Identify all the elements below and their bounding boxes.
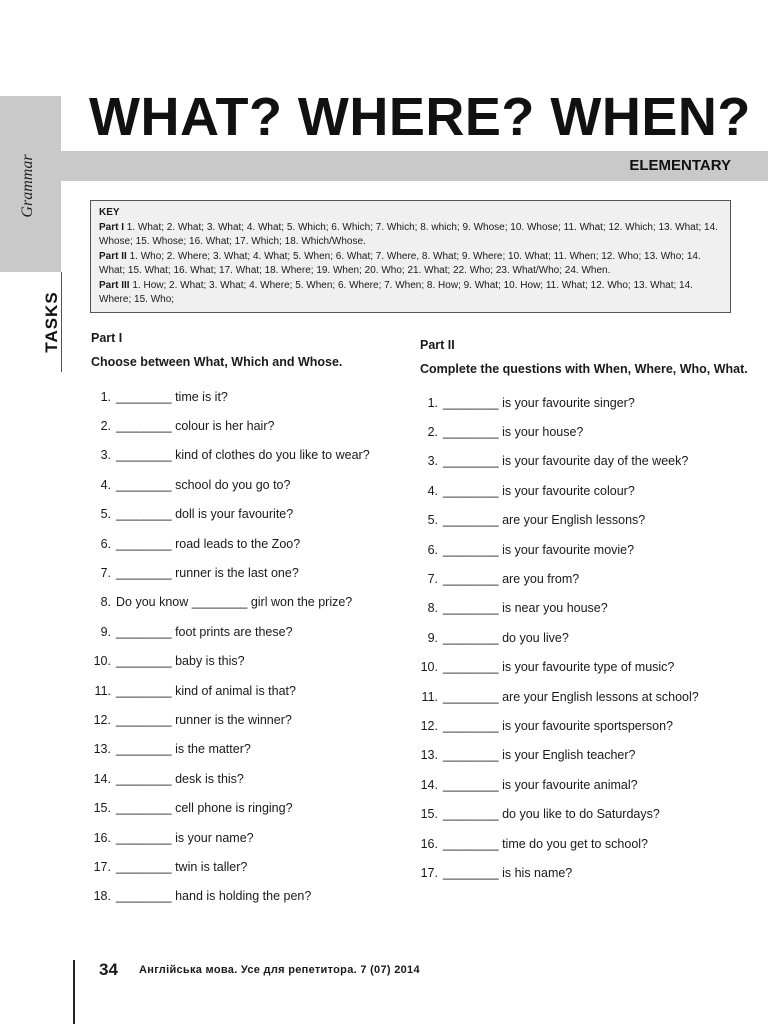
question-text: ________ is your favourite type of music? (443, 660, 675, 675)
page-title: WHAT? WHERE? WHEN? (89, 87, 751, 147)
question-text: ________ kind of animal is that? (116, 683, 296, 698)
question-number: 13. (420, 748, 438, 763)
question-number: 16. (93, 830, 111, 845)
key-part3-text: 1. How; 2. What; 3. What; 4. Where; 5. When; 6. Where; 7. When; 8. How; 9. What; 10. How; 11. What; 12. Who; 13. What; 14. Where; 15. Who; (99, 279, 693, 305)
sidebar-tasks-label: TASKS (42, 291, 61, 353)
question-text: ________ is your favourite sportsperson? (443, 718, 674, 733)
question-number: 10. (420, 660, 438, 675)
key-part2 (99, 250, 722, 279)
question-number: 8. (427, 601, 438, 616)
question-number: 17. (420, 865, 438, 880)
question-item (420, 711, 750, 740)
question-text: ________ time is it? (116, 389, 228, 404)
question-text: ________ road leads to the Zoo? (116, 536, 301, 551)
question-item (91, 588, 406, 617)
key-part1 (99, 221, 722, 250)
question-text: ________ doll is your favourite? (116, 507, 294, 522)
footer-rule (73, 960, 75, 1024)
key-part2-label: Part II (99, 250, 127, 262)
question-number: 6. (427, 542, 438, 557)
question-number: 1. (100, 389, 111, 404)
question-item (420, 829, 750, 858)
question-text: ________ hand is holding the pen? (116, 889, 312, 904)
question-number: 15. (420, 807, 438, 822)
question-text: ________ is your favourite singer? (443, 395, 635, 410)
question-number: 10. (93, 654, 111, 669)
question-text: ________ is your house? (443, 425, 584, 440)
question-item (91, 500, 406, 529)
question-text: ________ are your English lessons? (443, 513, 646, 528)
question-item (420, 770, 750, 799)
key-heading: KEY (99, 207, 120, 218)
question-number: 12. (420, 718, 438, 733)
question-number: 3. (427, 454, 438, 469)
question-text: ________ colour is her hair? (116, 419, 275, 434)
question-item (91, 647, 406, 676)
question-text: ________ is your favourite animal? (443, 777, 638, 792)
question-item (420, 388, 750, 417)
question-number: 14. (93, 771, 111, 786)
question-number: 8. (100, 595, 111, 610)
question-item (91, 882, 406, 911)
question-text: ________ baby is this? (116, 654, 245, 669)
part2-instruction: Complete the questions with When, Where, Who, What. (420, 362, 748, 376)
publication-info: Англійська мова. Усе для репетитора. 7 (07) 2014 (139, 964, 420, 976)
question-text: ________ is your favourite colour? (443, 483, 635, 498)
part2-question-list (420, 388, 750, 888)
question-number: 9. (427, 630, 438, 645)
question-item (91, 411, 406, 440)
question-number: 2. (100, 419, 111, 434)
question-number: 17. (93, 859, 111, 874)
question-item (91, 558, 406, 587)
question-item (420, 799, 750, 828)
question-text: ________ runner is the winner? (116, 712, 292, 727)
question-item (91, 705, 406, 734)
question-item (420, 564, 750, 593)
question-number: 14. (420, 777, 438, 792)
key-part1-text: 1. What; 2. What; 3. What; 4. What; 5. Which; 6. Which; 7. Which; 8. which; 9. Whose; 10. Whose; 11. What; 12. Which; 13. What; 14. Whose; 15. Whose; 16. What; 17. Which; 18. Which/Whose. (99, 221, 718, 247)
question-item (91, 529, 406, 558)
question-number: 2. (427, 425, 438, 440)
question-text: ________ do you like to do Saturdays? (443, 807, 660, 822)
question-item (91, 617, 406, 646)
question-text: ________ is your English teacher? (443, 748, 636, 763)
question-number: 11. (421, 689, 438, 704)
question-text: ________ are you from? (443, 572, 580, 587)
part1-section (91, 330, 406, 911)
question-item (420, 447, 750, 476)
question-item (91, 823, 406, 852)
question-number: 7. (427, 572, 438, 587)
question-number: 15. (93, 801, 111, 816)
question-item (91, 470, 406, 499)
question-text: ________ foot prints are these? (116, 624, 293, 639)
question-item (420, 506, 750, 535)
question-item (420, 682, 750, 711)
question-text: ________ is the matter? (116, 742, 251, 757)
question-text: ________ runner is the last one? (116, 566, 299, 581)
question-number: 5. (100, 507, 111, 522)
key-part1-label: Part I (99, 221, 125, 233)
question-text: Do you know ________ girl won the prize? (116, 595, 353, 610)
question-text: ________ cell phone is ringing? (116, 801, 293, 816)
question-number: 13. (93, 742, 111, 757)
question-item (91, 793, 406, 822)
key-part3-label: Part III (99, 279, 130, 291)
question-number: 6. (100, 536, 111, 551)
question-item (420, 594, 750, 623)
question-number: 18. (93, 889, 111, 904)
question-number: 1. (427, 395, 438, 410)
question-item (420, 653, 750, 682)
part1-instruction: Choose between What, Which and Whose. (91, 355, 343, 369)
question-text: ________ twin is taller? (116, 859, 248, 874)
question-number: 3. (100, 448, 111, 463)
question-text: ________ is your favourite day of the week? (443, 454, 689, 469)
question-text: ________ is your name? (116, 830, 254, 845)
question-number: 4. (100, 477, 111, 492)
question-number: 4. (427, 483, 438, 498)
question-item (420, 623, 750, 652)
question-number: 7. (100, 566, 111, 581)
key-part3 (99, 279, 722, 308)
question-item (91, 382, 406, 411)
question-text: ________ desk is this? (116, 771, 244, 786)
question-item (420, 858, 750, 887)
question-text: ________ school do you go to? (116, 477, 291, 492)
question-item (420, 741, 750, 770)
question-text: ________ is near you house? (443, 601, 608, 616)
sidebar-grammar-label: Grammar (19, 154, 36, 218)
part1-label: Part I (91, 331, 123, 345)
part2-label: Part II (420, 338, 455, 352)
question-item (91, 441, 406, 470)
question-item (91, 852, 406, 881)
question-text: ________ do you live? (443, 630, 569, 645)
question-item (91, 764, 406, 793)
question-item (91, 735, 406, 764)
part2-section (420, 337, 750, 888)
answer-key-box (90, 200, 731, 313)
question-number: 5. (427, 513, 438, 528)
question-text: ________ time do you get to school? (443, 836, 649, 851)
key-part2-text: 1. Who; 2. Where; 3. What; 4. What; 5. When; 6. What; 7. Where, 8. What; 9. Where; 10. What; 11. When; 12. Who; 13. Who; 14. What; 15. What; 16. What; 17. What; 18. Where; 19. When; 20. Who; 21. What; 22. Who; 23. What/Who; 24. When. (99, 250, 701, 276)
question-text: ________ kind of clothes do you like to wear? (116, 448, 370, 463)
question-number: 12. (93, 712, 111, 727)
question-item (420, 476, 750, 505)
question-item (420, 535, 750, 564)
question-text: ________ are your English lessons at school? (443, 689, 699, 704)
part1-question-list (91, 382, 406, 911)
page-number: 34 (99, 960, 118, 979)
question-number: 11. (94, 683, 111, 698)
question-number: 9. (100, 624, 111, 639)
question-item (91, 676, 406, 705)
question-text: ________ is his name? (443, 865, 573, 880)
question-number: 16. (420, 836, 438, 851)
question-text: ________ is your favourite movie? (443, 542, 635, 557)
level-label: ELEMENTARY (629, 157, 731, 174)
question-item (420, 417, 750, 446)
